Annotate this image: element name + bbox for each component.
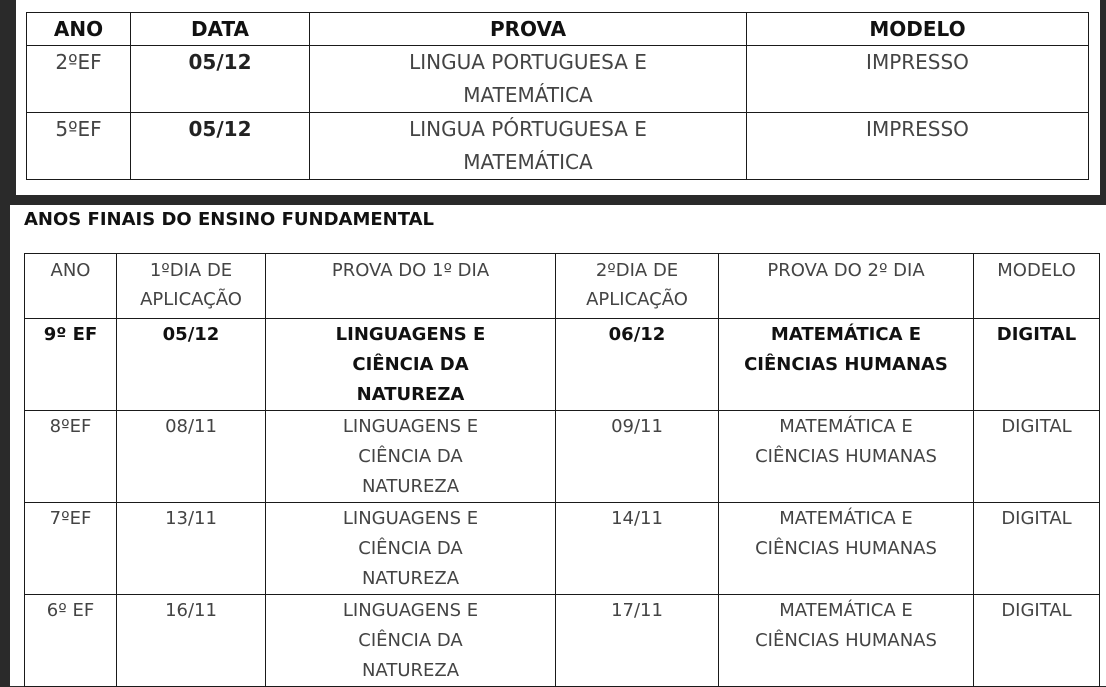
cell-prova1 [266,319,556,411]
schedule-table-early-years [26,12,1089,180]
column-header-ano: ANO [27,13,131,46]
header-line: 2ºDIA DE [595,260,679,281]
table-row [27,46,1089,113]
cell-prova-line: LINGUA PORTUGUESA E [409,50,647,74]
cell-modelo: IMPRESSO [747,113,1089,180]
cell-dia1: 08/11 [117,411,266,503]
section-title: ANOS FINAIS DO ENSINO FUNDAMENTAL [24,209,435,230]
cell-modelo: DIGITAL [974,411,1100,503]
column-header-dia2 [556,254,719,319]
cell-ano: 9º EF [25,319,117,411]
column-header-data: DATA [131,13,310,46]
column-header-ano: ANO [25,254,117,319]
column-header-prova: PROVA [310,13,747,46]
cell-prova2 [719,411,974,503]
cell-prova2 [719,319,974,411]
cell-line: CIÊNCIA DA [358,538,463,559]
table-row [25,595,1100,687]
cell-line: MATEMÁTICA E [770,324,922,345]
cell-line: CIÊNCIA DA [352,354,469,375]
cell-ano: 5ºEF [27,113,131,180]
column-header-prova1: PROVA DO 1º DIA [266,254,556,319]
header-line: 1ºDIA DE [149,260,233,281]
cell-line: CIÊNCIAS HUMANAS [755,446,937,467]
cell-line: MATEMÁTICA E [779,508,913,529]
cell-prova1 [266,503,556,595]
table-row [25,411,1100,503]
header-line: APLICAÇÃO [140,289,242,310]
cell-line: LINGUAGENS E [342,600,479,621]
cell-line: CIÊNCIA DA [358,630,463,651]
table-row [27,113,1089,180]
cell-line: MATEMÁTICA E [779,600,913,621]
bottom-panel [10,205,1106,686]
cell-prova2 [719,503,974,595]
cell-modelo: DIGITAL [974,503,1100,595]
cell-line: NATUREZA [361,568,460,589]
cell-prova2 [719,595,974,687]
cell-dia2: 09/11 [556,411,719,503]
cell-ano: 8ºEF [25,411,117,503]
cell-data: 05/12 [131,46,310,113]
cell-line: LINGUAGENS E [342,416,479,437]
top-panel [16,0,1100,195]
cell-ano: 2ºEF [27,46,131,113]
cell-prova1 [266,595,556,687]
cell-line: NATUREZA [361,660,460,681]
cell-dia2: 06/12 [556,319,719,411]
cell-dia2: 17/11 [556,595,719,687]
column-header-prova2: PROVA DO 2º DIA [719,254,974,319]
cell-line: CIÊNCIAS HUMANAS [755,538,937,559]
cell-data: 05/12 [131,113,310,180]
cell-ano: 7ºEF [25,503,117,595]
cell-prova-line: MATEMÁTICA [463,150,593,174]
column-header-dia1 [117,254,266,319]
column-header-modelo: MODELO [974,254,1100,319]
table-header-row [27,13,1089,46]
cell-dia1: 13/11 [117,503,266,595]
cell-line: CIÊNCIA DA [358,446,463,467]
cell-prova [310,46,747,113]
table-header-row [25,254,1100,319]
cell-line: CIÊNCIAS HUMANAS [744,354,948,375]
cell-dia1: 16/11 [117,595,266,687]
cell-dia1: 05/12 [117,319,266,411]
cell-line: MATEMÁTICA E [779,416,913,437]
schedule-table-final-years [24,253,1100,687]
table-row [25,319,1100,411]
header-line: APLICAÇÃO [586,289,688,310]
cell-prova-line: LINGUA PÓRTUGUESA E [409,117,647,141]
cell-modelo: IMPRESSO [747,46,1089,113]
cell-prova1 [266,411,556,503]
table-row [25,503,1100,595]
cell-dia2: 14/11 [556,503,719,595]
cell-modelo: DIGITAL [974,319,1100,411]
column-header-modelo: MODELO [747,13,1089,46]
cell-modelo: DIGITAL [974,595,1100,687]
cell-line: NATUREZA [356,384,465,405]
cell-line: CIÊNCIAS HUMANAS [755,630,937,651]
cell-line: LINGUAGENS E [342,508,479,529]
cell-prova [310,113,747,180]
cell-line: LINGUAGENS E [335,324,486,345]
cell-ano: 6º EF [25,595,117,687]
cell-line: NATUREZA [361,476,460,497]
cell-prova-line: MATEMÁTICA [463,83,593,107]
